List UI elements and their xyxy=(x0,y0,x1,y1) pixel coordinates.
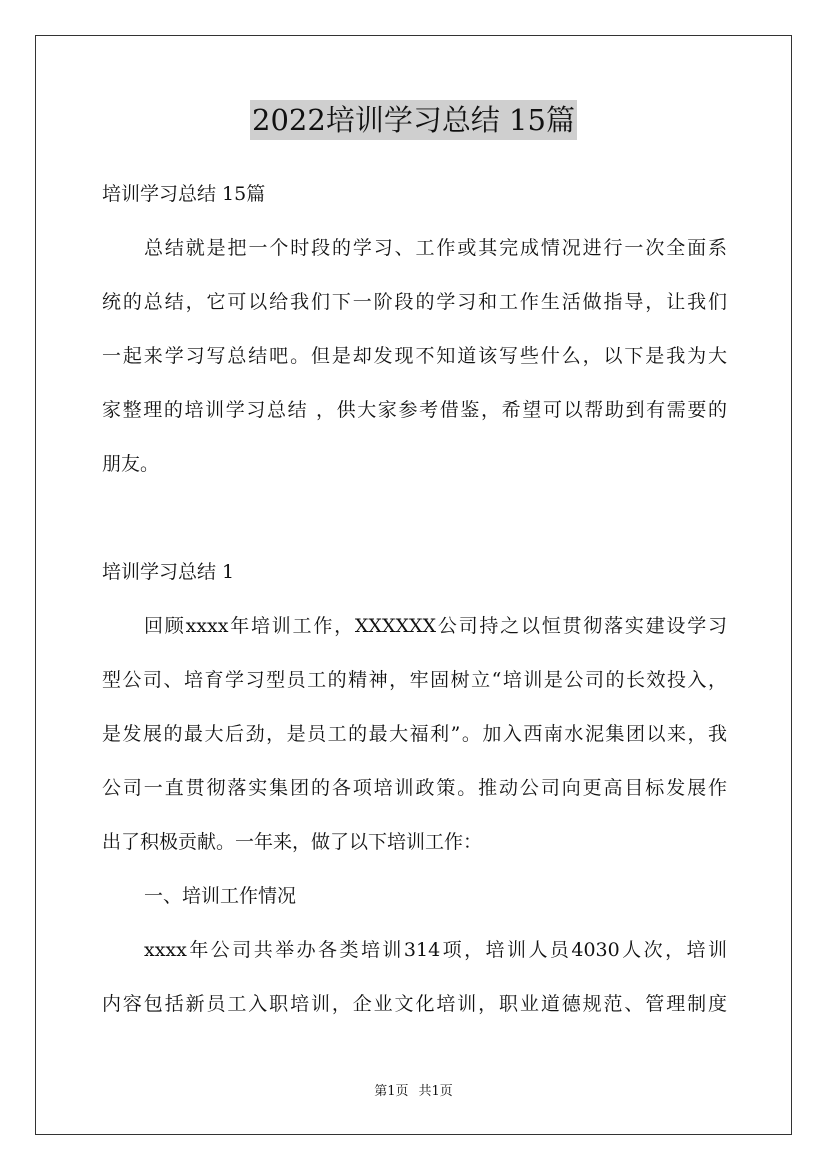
paragraph-line: 统的总结，它可以给我们下一阶段的学习和工作生活做指导，让我们 xyxy=(102,291,727,313)
paragraph-line: xxxx年公司共举办各类培训314项，培训人员4030人次，培训 xyxy=(144,939,727,961)
paragraph-line: 总结就是把一个时段的学习、工作或其完成情况进行一次全面系 xyxy=(144,237,727,259)
paragraph-line: 型公司、培育学习型员工的精神，牢固树立“培训是公司的长效投入， xyxy=(102,669,727,691)
page-number: 第1页 xyxy=(374,1084,409,1099)
page-total: 共1页 xyxy=(418,1084,453,1099)
document-body xyxy=(102,172,727,1036)
section-heading: 培训学习总结 1 xyxy=(102,561,235,583)
paragraph-line: 一起来学习写总结吧。但是却发现不知道该写些什么，以下是我为大 xyxy=(102,345,727,367)
document-title: 2022培训学习总结 15篇 xyxy=(250,100,577,140)
paragraph-line: 是发展的最大后劲，是员工的最大福利”。加入西南水泥集团以来，我 xyxy=(102,723,727,745)
subtitle-line: 培训学习总结 15篇 xyxy=(102,183,266,205)
paragraph-line: 公司一直贯彻落实集团的各项培训政策。推动公司向更高目标发展作 xyxy=(102,777,727,799)
page-footer xyxy=(0,1083,827,1101)
title-wrap xyxy=(0,100,827,140)
paragraph-line: 朋友。 xyxy=(102,453,160,475)
paragraph-line: 回顾xxxx年培训工作，XXXXXX公司持之以恒贯彻落实建设学习 xyxy=(144,615,727,637)
paragraph-line: 家整理的培训学习总结 ，供大家参考借鉴，希望可以帮助到有需要的 xyxy=(102,399,727,421)
blank-line xyxy=(102,496,727,550)
paragraph-line: 内容包括新员工入职培训，企业文化培训，职业道德规范、管理制度 xyxy=(102,993,727,1015)
paragraph-line: 出了积极贡献。一年来，做了以下培训工作： xyxy=(102,831,483,853)
subsection-heading: 一、培训工作情况 xyxy=(144,885,297,907)
